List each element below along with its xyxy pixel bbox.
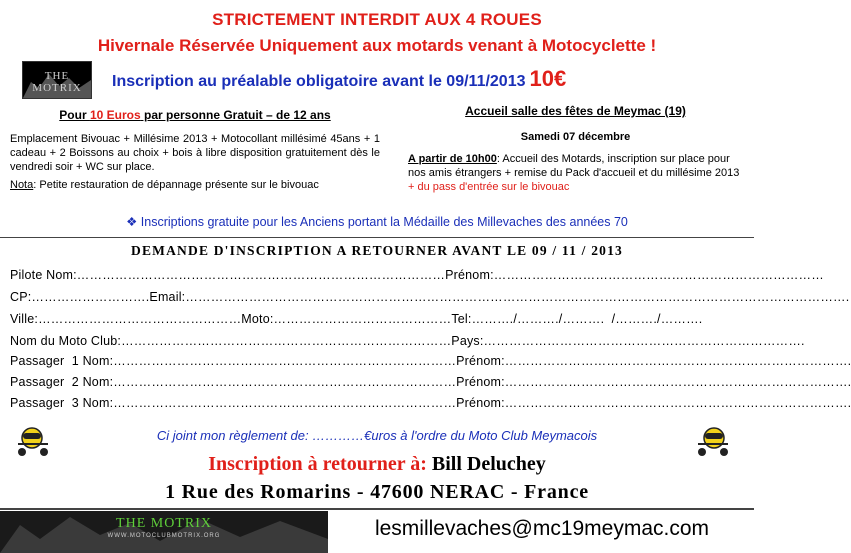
motrix-banner [0,511,328,553]
note-label: Nota [10,179,34,191]
field-passager-2[interactable]: Passager 2 Nom:………………………………………………………………………Prénom:………………………………………………………………………. [10,375,851,389]
title-interdit: STRICTEMENT INTERDIT AUX 4 ROUES [212,10,542,29]
left-description: Emplacement Bivouac + Millésime 2013 + Motocollant millésimé 45ans + 1 cadeau + 2 Boissons au choix + bois à libre disposition gratuitement dès le vendredi soir + WC sur place. [10,133,380,173]
accueil-heading: Accueil salle des fêtes de Meymac (19) [465,104,686,118]
left-info [10,108,380,196]
price-amount: 10 Euros [89,108,141,122]
motrix-logo [22,61,92,99]
inscription-text: Inscription au préalable obligatoire avant le 09/11/2013 [112,73,526,90]
price: 10€ [529,66,567,91]
accueil-description [408,152,743,194]
price-line [10,108,380,122]
divider [0,237,754,238]
banner-title: THE MOTRIX [116,516,212,531]
accueil-text: : Accueil des Motards, inscription sur place pour nos amis étrangers + remise du Pack d'accueil et du millésime 2013 [408,153,740,179]
price-line-a: Pour [59,108,90,122]
anciens-note: ❖ Inscriptions gratuite pour les Anciens portant la Médaille des Millevaches des années 70 [126,215,628,229]
field-pilote[interactable]: Pilote Nom:……………………………………………………………………………Prénom:…………………………………………………………………… [10,268,824,282]
footer-divider [0,508,754,510]
field-passager-1[interactable]: Passager 1 Nom:………………………………………………………………………Prénom:………………………………………………………………………. [10,354,851,368]
left-note [10,178,380,192]
accueil-text-red: + du pass d'entrée sur le bivouac [408,181,570,193]
price-line-c: par personne Gratuit – de 12 ans [140,108,331,122]
field-passager-3[interactable]: Passager 3 Nom:………………………………………………………………………Prénom:………………………………………………………………………. [10,396,851,410]
banner-url: WWW.MOTOCLUBMOTRIX.ORG [107,533,221,539]
inscription-line [112,66,566,92]
right-info [408,104,743,194]
return-line [0,453,754,476]
payment-text: Ci joint mon règlement de: …………€uros à l'ordre du Moto Club Meymacois [156,428,598,443]
note-text: : Petite restauration de dépannage présente sur le bivouac [33,179,319,191]
logo-text: THE MOTRIX [32,70,82,94]
field-cp-email[interactable]: CP:……………………….Email:…………………………………………………………………………………………………………………………………………. [10,290,850,304]
return-label: Inscription à retourner à: [208,453,427,475]
date-line: Samedi 07 décembre [520,131,631,143]
start-time: A partir de 10h00 [408,153,497,165]
contact-email[interactable]: lesmillevaches@mc19meymac.com [374,517,710,540]
field-ville-moto-tel[interactable]: Ville:…………………………………………Moto:……………………………………Tel:………./………./………. /………./………. [10,312,703,326]
field-moto-club[interactable]: Nom du Moto Club:……………………………………………………………………Pays:…………………………………………………………………. [10,334,805,348]
return-address: 1 Rue des Romarins - 47600 NERAC - France [165,481,589,503]
subtitle-hivernale: Hivernale Réservée Uniquement aux motards venant à Motocyclette ! [97,36,657,55]
return-name: Bill Deluchey [426,453,546,475]
form-title: DEMANDE D'INSCRIPTION A RETOURNER AVANT LE 09 / 11 / 2013 [131,243,623,258]
